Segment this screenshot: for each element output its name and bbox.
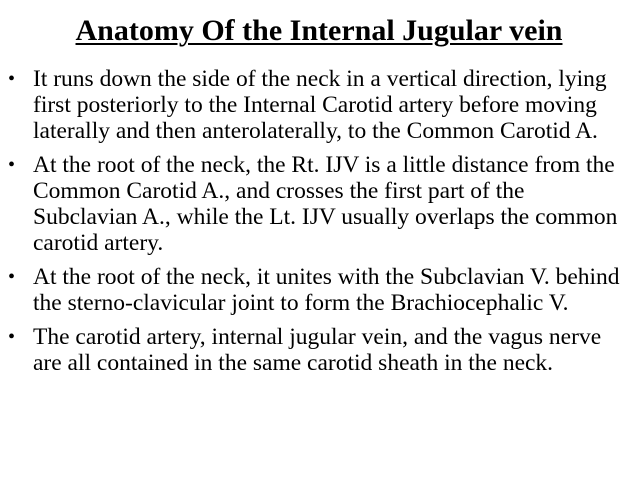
bullet-icon: • xyxy=(8,68,16,90)
bullet-text: At the root of the neck, the Rt. IJV is a little distance from the Common Carotid A., and crosses the first part of the Subclavian A., while the Lt. IJV usually overlaps the common carotid artery. xyxy=(33,152,618,256)
bullet-icon: • xyxy=(8,154,16,176)
bullet-item xyxy=(0,264,638,316)
bullet-text: The carotid artery, internal jugular vein, and the vagus nerve are all contained in the same carotid sheath in the neck. xyxy=(33,324,602,376)
bullet-item xyxy=(0,66,638,144)
bullet-item xyxy=(0,152,638,256)
slide-title: Anatomy Of the Internal Jugular vein xyxy=(75,14,563,47)
bullet-icon: • xyxy=(8,326,16,348)
bullet-list xyxy=(0,66,638,384)
bullet-icon: • xyxy=(8,266,16,288)
bullet-item xyxy=(0,324,638,376)
bullet-text: It runs down the side of the neck in a vertical direction, lying first posteriorly to the Internal Carotid artery before moving laterally and then anterolaterally, to the Common Carotid A. xyxy=(33,66,607,144)
bullet-text: At the root of the neck, it unites with the Subclavian V. behind the sterno-clavicular joint to form the Brachiocephalic V. xyxy=(33,264,620,316)
